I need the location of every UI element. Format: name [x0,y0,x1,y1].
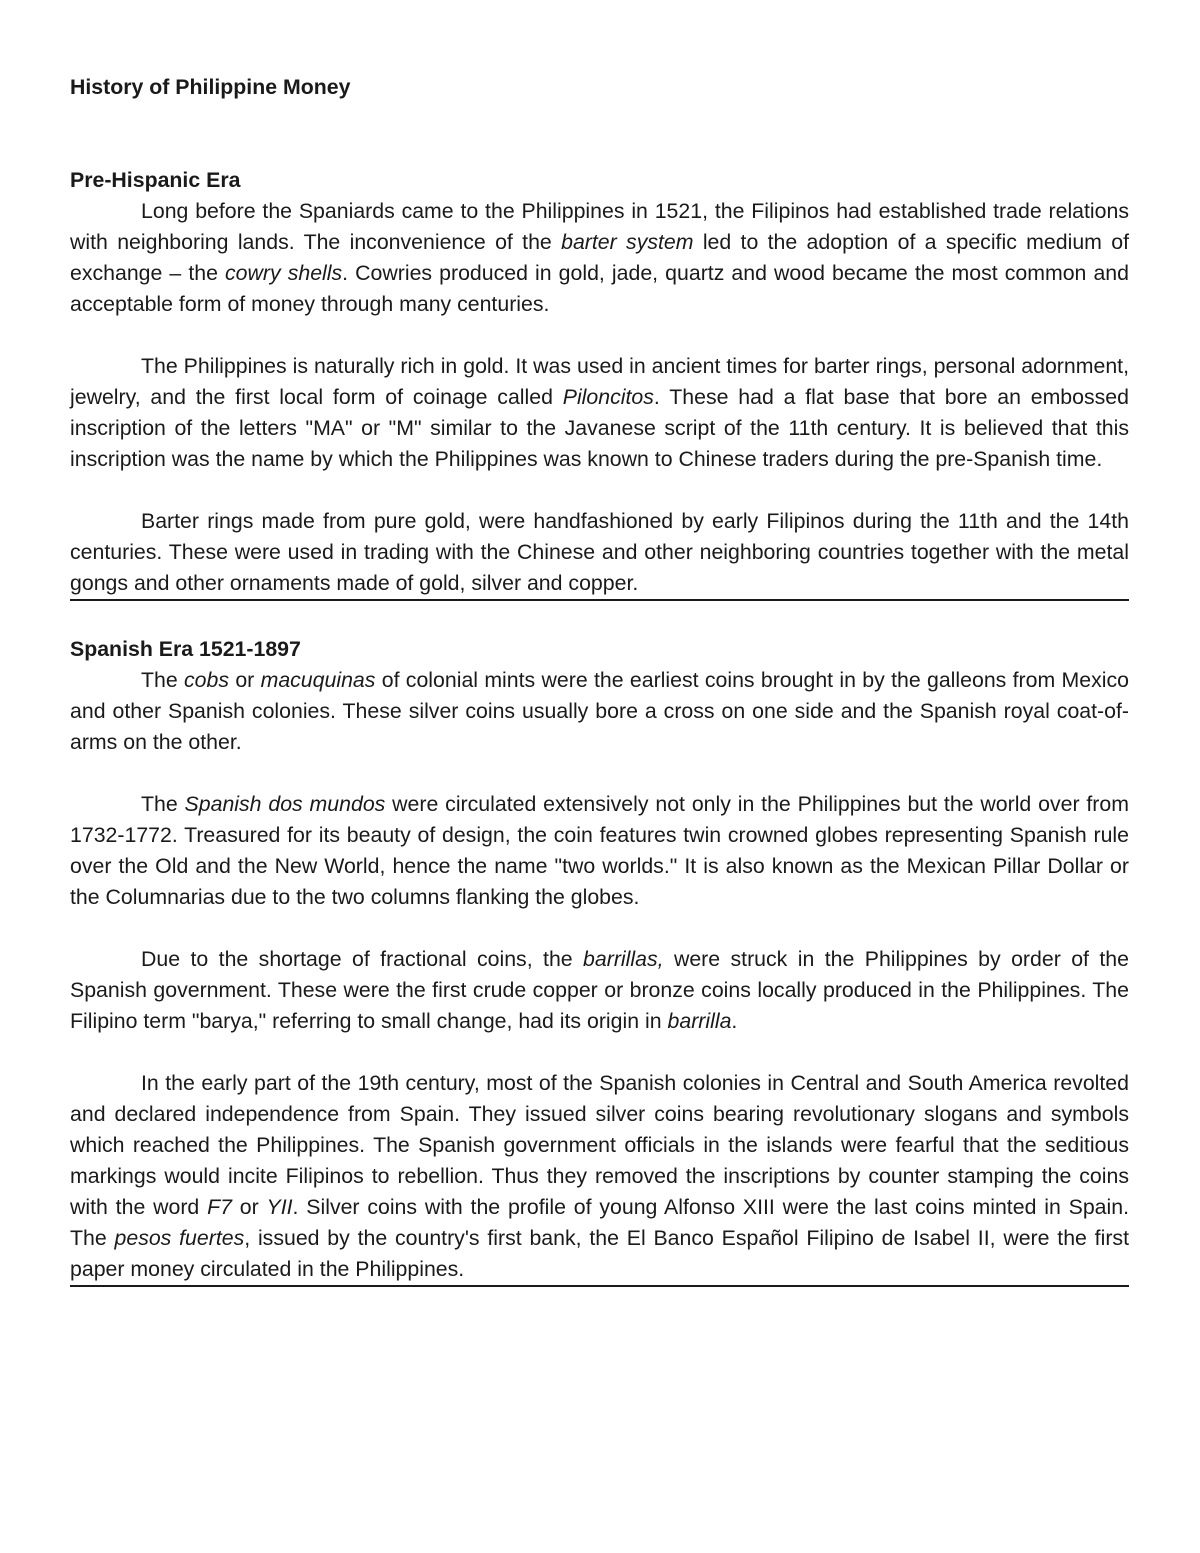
section-heading: Pre-Hispanic Era [70,168,241,192]
section-pre-hispanic [70,165,1129,601]
paragraph: The Philippines is naturally rich in gold. It was used in ancient times for barter rings, personal adornment, jewelry, and the first local form of coinage called Piloncitos. These had a flat base that bore an embossed inscription of the letters "MA" or "M" similar to the Javanese script of the 11th century. It is believed that this inscription was the name by which the Philippines was known to Chinese traders during the pre-Spanish time. [70,354,1129,471]
paragraph: In the early part of the 19th century, most of the Spanish colonies in Central and South America revolted and declared independence from Spain. They issued silver coins bearing revolutionary slogans and symbols which reached the Philippines. The Spanish government officials in the islands were fearful that the seditious markings would incite Filipinos to rebellion. Thus they removed the inscriptions by counter stamping the coins with the word F7 or YII. Silver coins with the profile of young Alfonso XIII were the last coins minted in Spain. The pesos fuertes, issued by the country's first bank, the El Banco Español Filipino de Isabel II, were the first paper money circulated in the Philippines. [70,1071,1129,1281]
paragraph: The Spanish dos mundos were circulated extensively not only in the Philippines but the world over from 1732-1772. Treasured for its beauty of design, the coin features twin crowned globes representing Spanish rule over the Old and the New World, hence the name "two worlds." It is also known as the Mexican Pillar Dollar or the Columnarias due to the two columns flanking the globes. [70,792,1129,909]
section-divider [70,1285,1129,1287]
paragraph: Long before the Spaniards came to the Philippines in 1521, the Filipinos had established trade relations with neighboring lands. The inconvenience of the barter system led to the adoption of a specific medium of exchange – the cowry shells. Cowries produced in gold, jade, quartz and wood became the most common and acceptable form of money through many centuries. [70,199,1129,316]
paragraph: The cobs or macuquinas of colonial mints were the earliest coins brought in by the galleons from Mexico and other Spanish colonies. These silver coins usually bore a cross on one side and the Spanish royal coat-of-arms on the other. [70,668,1129,754]
document-page [70,72,1129,1287]
section-spanish-era [70,634,1129,1287]
paragraph: Barter rings made from pure gold, were handfashioned by early Filipinos during the 11th and the 14th centuries. These were used in trading with the Chinese and other neighboring countries together with the metal gongs and other ornaments made of gold, silver and copper. [70,509,1129,595]
paragraph: Due to the shortage of fractional coins, the barrillas, were struck in the Philippines by order of the Spanish government. These were the first crude copper or bronze coins locally produced in the Philippines. The Filipino term "barya," referring to small change, had its origin in barrilla. [70,947,1129,1033]
document-title: History of Philippine Money [70,75,351,99]
section-heading: Spanish Era 1521-1897 [70,637,301,661]
